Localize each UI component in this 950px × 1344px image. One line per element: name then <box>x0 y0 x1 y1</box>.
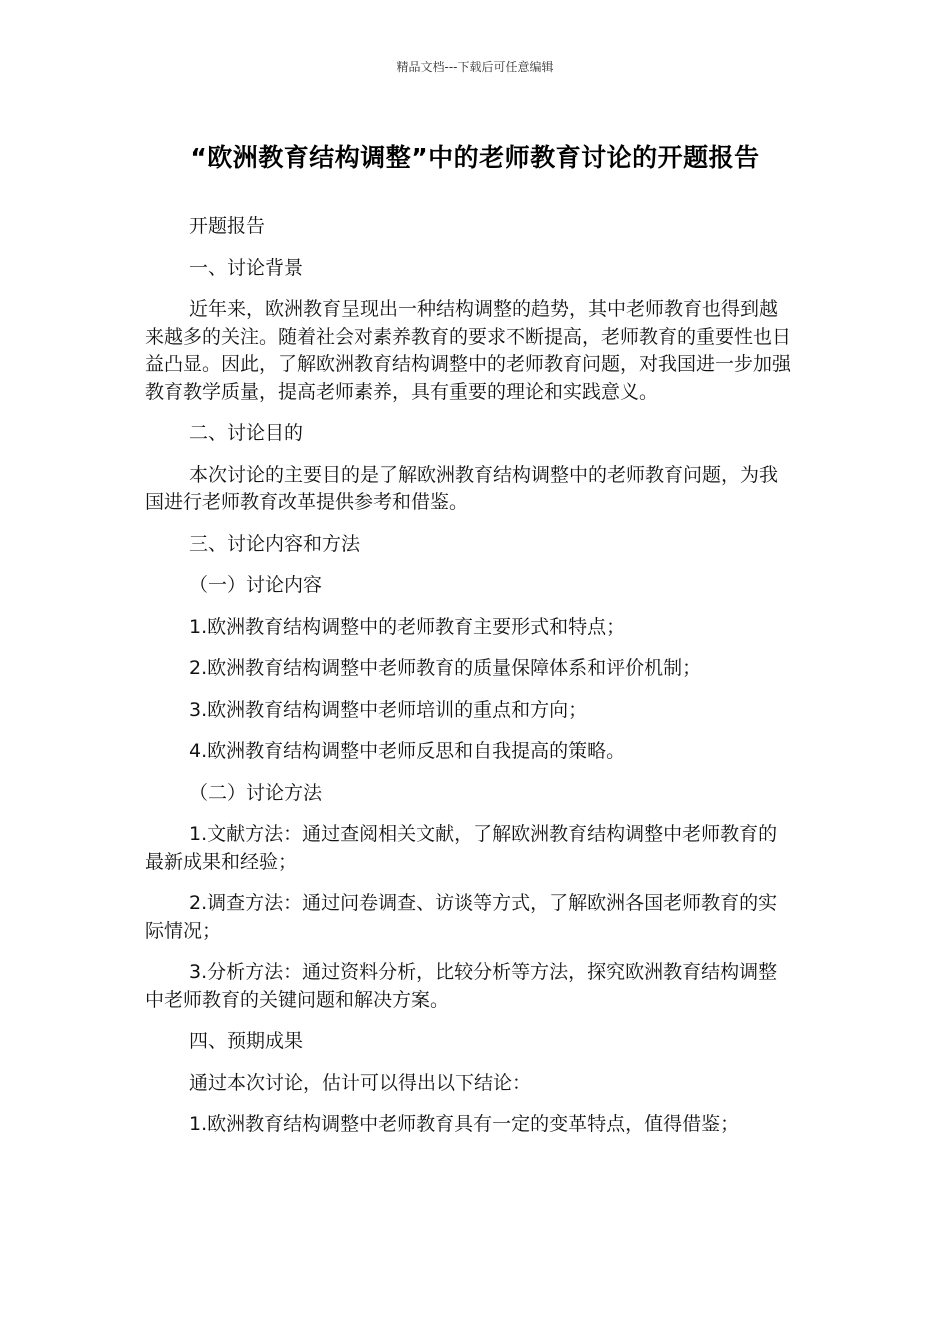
heading-content-methods: 三、讨论内容和方法 <box>189 532 361 555</box>
subheading-methods: （二）讨论方法 <box>189 781 323 804</box>
heading-expected-results: 四、预期成果 <box>189 1030 304 1052</box>
list-item: 2.欧洲教育结构调整中老师教育的质量保障体系和评价机制； <box>189 657 702 679</box>
page-header: 精品文档---下载后可任意编辑 <box>396 60 554 74</box>
list-item: 3.分析方法：通过资料分析，比较分析等方法，探究欧洲教育结构调整中老师教育的关键问题和解决方案。 <box>145 961 778 1011</box>
document-title: “欧洲教育结构调整”中的老师教育讨论的开题报告 <box>190 143 760 172</box>
list-item: 1.欧洲教育结构调整中的老师教育主要形式和特点； <box>189 615 626 638</box>
subheading-content: （一）讨论内容 <box>189 574 323 596</box>
heading-background: 一、讨论背景 <box>189 256 304 279</box>
list-item: 3.欧洲教育结构调整中老师培训的重点和方向； <box>189 698 588 721</box>
heading-purpose: 二、讨论目的 <box>189 422 304 444</box>
document-body <box>145 213 793 1153</box>
paragraph-report-label: 开题报告 <box>189 215 266 237</box>
list-item: 4.欧洲教育结构调整中老师反思和自我提高的策略。 <box>189 740 626 762</box>
paragraph-background: 近年来，欧洲教育呈现出一种结构调整的趋势，其中老师教育也得到越来越多的关注。随着社会对素养教育的要求不断提高，老师教育的重要性也日益凸显。因此，了解欧洲教育结构调整中的老师教育问题，对我国进一步加强教育教学质量，提高老师素养，具有重要的理论和实践意义。 <box>145 298 792 403</box>
paragraph-purpose: 本次讨论的主要目的是了解欧洲教育结构调整中的老师教育问题，为我国进行老师教育改革提供参考和借鉴。 <box>145 463 779 513</box>
paragraph-conclusion-intro: 通过本次讨论，估计可以得出以下结论： <box>189 1071 532 1094</box>
list-item: 1.欧洲教育结构调整中老师教育具有一定的变革特点，值得借鉴； <box>189 1113 740 1135</box>
list-item: 1.文献方法：通过查阅相关文献，了解欧洲教育结构调整中老师教育的最新成果和经验； <box>145 823 778 873</box>
list-item: 2.调查方法：通过问卷调查、访谈等方式，了解欧洲各国老师教育的实际情况； <box>145 892 778 942</box>
